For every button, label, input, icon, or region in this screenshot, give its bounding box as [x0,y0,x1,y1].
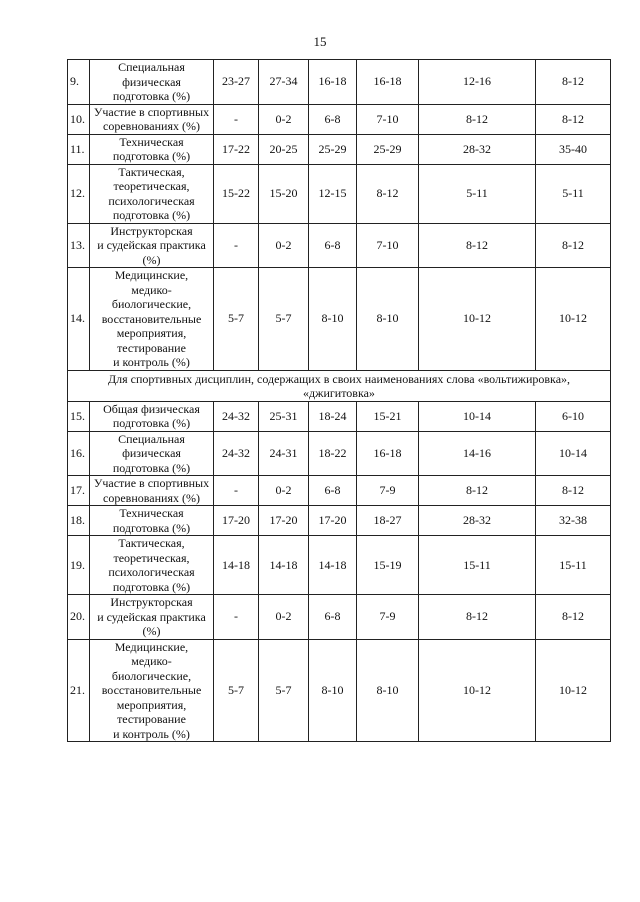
row-name-line: подготовка (%) [112,460,191,475]
row-name [90,223,214,268]
row-name-line: Участие в спортивных [93,476,210,490]
value-cell: 0-2 [259,476,309,506]
value-cell: 6-8 [309,476,357,506]
table-row [68,104,611,134]
row-name-line: медико- [131,282,172,297]
value-cell: 23-27 [214,60,259,105]
value-cell: 0-2 [259,595,309,640]
value-cell: 7-10 [357,223,419,268]
row-name-line: Инструкторская [110,223,193,238]
row-name [90,134,214,164]
value-cell: 8-12 [536,223,611,268]
table-row [68,401,611,431]
value-cell: 8-12 [419,595,536,640]
value-cell: 8-12 [357,164,419,223]
value-cell: 17-20 [259,506,309,536]
value-cell: 15-21 [357,401,419,431]
row-name [90,401,214,431]
row-name-line: и контроль (%) [113,355,190,369]
row-name-line: Медицинские, [114,639,189,654]
row-name-line: Тактическая, [118,164,185,179]
row-name-line: Общая физическая [103,401,200,416]
row-number: 9. [68,60,90,105]
value-cell: 5-7 [214,639,259,742]
value-cell: 8-12 [419,223,536,268]
value-cell: 8-10 [309,639,357,742]
row-name-line: (%) [142,252,161,267]
value-cell: 35-40 [536,134,611,164]
row-number: 10. [68,104,90,134]
value-cell: 8-10 [357,268,419,371]
value-cell: 24-31 [259,431,309,476]
value-cell: 17-20 [214,506,259,536]
row-name-line: психологическая [108,193,195,208]
value-cell: 8-10 [309,268,357,371]
row-number: 18. [68,506,90,536]
row-name-line: Медицинские, [114,268,189,282]
table-row [68,595,611,640]
row-name-line: тестирование [117,712,186,726]
row-name [90,536,214,595]
value-cell: 8-12 [536,60,611,105]
row-name-line: восстановительные [101,683,202,697]
table-row [68,476,611,506]
value-cell: 28-32 [419,134,536,164]
table-row [68,134,611,164]
value-cell: 14-18 [259,536,309,595]
row-name [90,164,214,223]
value-cell: 10-14 [536,431,611,476]
value-cell: - [214,223,259,268]
value-cell: 0-2 [259,223,309,268]
value-cell: 10-12 [536,268,611,371]
row-name-line: соревнованиях (%) [103,119,200,133]
row-name-line: мероприятия, [116,326,187,340]
row-name-line: теоретическая, [113,179,190,193]
value-cell: 7-10 [357,104,419,134]
value-cell: - [214,476,259,506]
value-cell: 5-7 [214,268,259,371]
value-cell: 25-31 [259,401,309,431]
table-row [68,431,611,476]
row-name-line: психологическая [108,565,195,579]
row-name-line: мероприятия, [116,697,187,712]
value-cell: 16-18 [309,60,357,105]
row-name-line: подготовка (%) [112,149,191,163]
value-cell: 16-18 [357,60,419,105]
row-name [90,476,214,506]
value-cell: 5-7 [259,639,309,742]
row-name-line: (%) [142,624,161,638]
row-name-line: Инструкторская [110,595,193,609]
value-cell: 10-12 [536,639,611,742]
value-cell: 32-38 [536,506,611,536]
row-name-line: Специальная [118,60,185,74]
row-name [90,506,214,536]
value-cell: 6-10 [536,401,611,431]
value-cell: 10-14 [419,401,536,431]
value-cell: 15-19 [357,536,419,595]
row-number: 19. [68,536,90,595]
row-name-line: биологические, [111,668,192,683]
row-name [90,639,214,742]
row-name-line: восстановительные [101,311,202,326]
table-row [68,536,611,595]
value-cell: 15-11 [536,536,611,595]
value-cell: 24-32 [214,431,259,476]
value-cell: 12-15 [309,164,357,223]
value-cell: 8-12 [419,104,536,134]
value-cell: 25-29 [357,134,419,164]
row-name-line: Участие в спортивных [93,104,210,119]
row-name-line: медико- [131,654,172,668]
value-cell: 8-12 [419,476,536,506]
table-row [68,268,611,371]
value-cell: 14-18 [214,536,259,595]
value-cell: 8-12 [536,104,611,134]
value-cell: 18-22 [309,431,357,476]
value-cell: 7-9 [357,595,419,640]
table-row [68,639,611,742]
row-name [90,431,214,476]
row-name-line: соревнованиях (%) [103,490,200,505]
row-name-line: подготовка (%) [112,89,191,103]
value-cell: 6-8 [309,595,357,640]
value-cell: 8-12 [536,476,611,506]
value-cell: 5-11 [419,164,536,223]
row-number: 14. [68,268,90,371]
value-cell: 15-22 [214,164,259,223]
row-name-line: Тактическая, [118,536,185,550]
row-number: 17. [68,476,90,506]
row-number: 12. [68,164,90,223]
row-number: 13. [68,223,90,268]
value-cell: 14-16 [419,431,536,476]
value-cell: 15-11 [419,536,536,595]
value-cell: - [214,595,259,640]
value-cell: - [214,104,259,134]
value-cell: 18-27 [357,506,419,536]
row-name-line: биологические, [111,297,192,311]
value-cell: 12-16 [419,60,536,105]
value-cell: 20-25 [259,134,309,164]
value-cell: 16-18 [357,431,419,476]
value-cell: 14-18 [309,536,357,595]
value-cell: 17-22 [214,134,259,164]
row-name-line: подготовка (%) [112,579,191,594]
row-name [90,268,214,371]
value-cell: 6-8 [309,223,357,268]
value-cell: 8-10 [357,639,419,742]
row-name-line: и контроль (%) [113,726,190,741]
section-header: Для спортивных дисциплин, содержащих в своих наименованиях слова «вольтижировка», «джигитовка» [68,370,611,401]
row-number: 15. [68,401,90,431]
value-cell: 10-12 [419,268,536,371]
value-cell: 27-34 [259,60,309,105]
value-cell: 5-7 [259,268,309,371]
row-name-line: теоретическая, [113,550,190,565]
table-row [68,60,611,105]
row-name-line: подготовка (%) [112,416,191,430]
row-name-line: и судейская практика [97,238,206,252]
value-cell: 17-20 [309,506,357,536]
row-name [90,595,214,640]
row-name-line: Техническая [119,134,184,149]
section-header-row [68,370,611,401]
row-name [90,104,214,134]
value-cell: 28-32 [419,506,536,536]
table-row [68,223,611,268]
row-name-line: и судейская практика [97,609,206,624]
value-cell: 24-32 [214,401,259,431]
row-number: 11. [68,134,90,164]
row-name-line: тестирование [117,340,186,355]
table-row [68,506,611,536]
value-cell: 8-12 [536,595,611,640]
row-number: 20. [68,595,90,640]
value-cell: 15-20 [259,164,309,223]
value-cell: 25-29 [309,134,357,164]
page-number: 15 [313,34,327,49]
table-row [68,164,611,223]
value-cell: 7-9 [357,476,419,506]
row-name-line: физическая [122,446,181,460]
row-name [90,60,214,105]
row-name-line: подготовка (%) [112,208,191,222]
row-name-line: Специальная [118,431,185,446]
row-number: 21. [68,639,90,742]
training-ratio-table [67,59,611,742]
row-number: 16. [68,431,90,476]
row-name-line: подготовка (%) [112,520,191,535]
row-name-line: физическая [122,74,181,89]
value-cell: 0-2 [259,104,309,134]
value-cell: 5-11 [536,164,611,223]
value-cell: 6-8 [309,104,357,134]
row-name-line: Техническая [119,506,184,520]
value-cell: 18-24 [309,401,357,431]
value-cell: 10-12 [419,639,536,742]
